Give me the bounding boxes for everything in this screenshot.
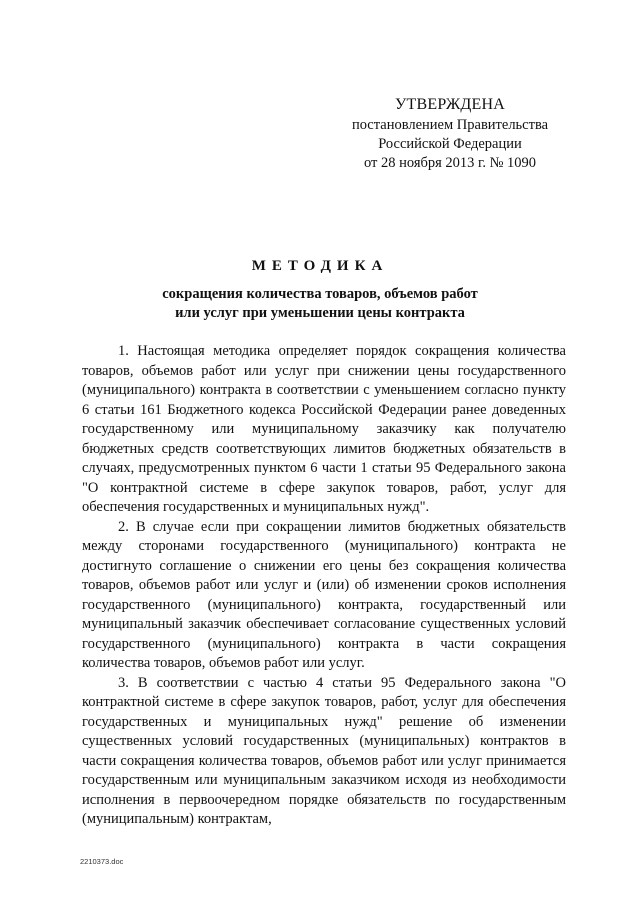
document-subtitle-line-1: сокращения количества товаров, объемов работ (162, 286, 478, 302)
approval-line-date: от 28 ноября 2013 г. № 1090 (363, 155, 537, 171)
document-title: МЕТОДИКА (251, 258, 389, 274)
approval-line-decree: постановлением Правительства (351, 117, 549, 133)
paragraph-2: 2. В случае если при сокращении лимитов бюджетных обязательств между сторонами государственного (муниципального) контракта не достигнуто соглашение о снижении его цены без сокращения количества товаров, объемов работ или услуг и (или) об изменении сроков исполнения государственного (муниципального) контракта, государственный или муниципальный заказчик обеспечивает согласование существенных условий государственного (муниципального) контракта в части сокращения количества товаров, объемов работ или услуг. (82, 518, 566, 671)
footer-filename: 2210373.doc (80, 857, 124, 866)
paragraph-1: 1. Настоящая методика определяет порядок сокращения количества товаров, объемов работ или услуг при снижении цены государственного (муниципального) контракта в соответствии с уменьшением согласно пункту 6 статьи 161 Бюджетного кодекса Российской Федерации ранее доведенных государственному или муниципальному заказчику как получателю бюджетных средств соответствующих лимитов бюджетных обязательств в случаях, предусмотренных пунктом 6 части 1 статьи 95 Федерального закона "О контрактной системе в сфере закупок товаров, работ, услуг для обеспечения государственных и муниципальных нужд". (82, 343, 566, 515)
paragraph-3: 3. В соответствии с частью 4 статьи 95 Федерального закона "О контрактной системе в сфере закупок товаров, работ, услуг для обеспечения государственных и муниципальных нужд" решение об изменении существенных условий государственных (муниципальных) контрактов в части сокращения количества товаров, объемов работ или услуг принимается государственным или муниципальным заказчиком исходя из необходимости исполнения в первоочередном порядке обязательств по государственным (муниципальным) контрактам, (82, 674, 566, 827)
document-body (82, 342, 566, 830)
title-block (80, 258, 560, 323)
approval-line-country: Российской Федерации (378, 136, 522, 152)
approval-stamp (330, 95, 570, 173)
approved-label: УТВЕРЖДЕНА (394, 96, 505, 113)
document-subtitle-line-2: или услуг при уменьшении цены контракта (175, 305, 465, 321)
